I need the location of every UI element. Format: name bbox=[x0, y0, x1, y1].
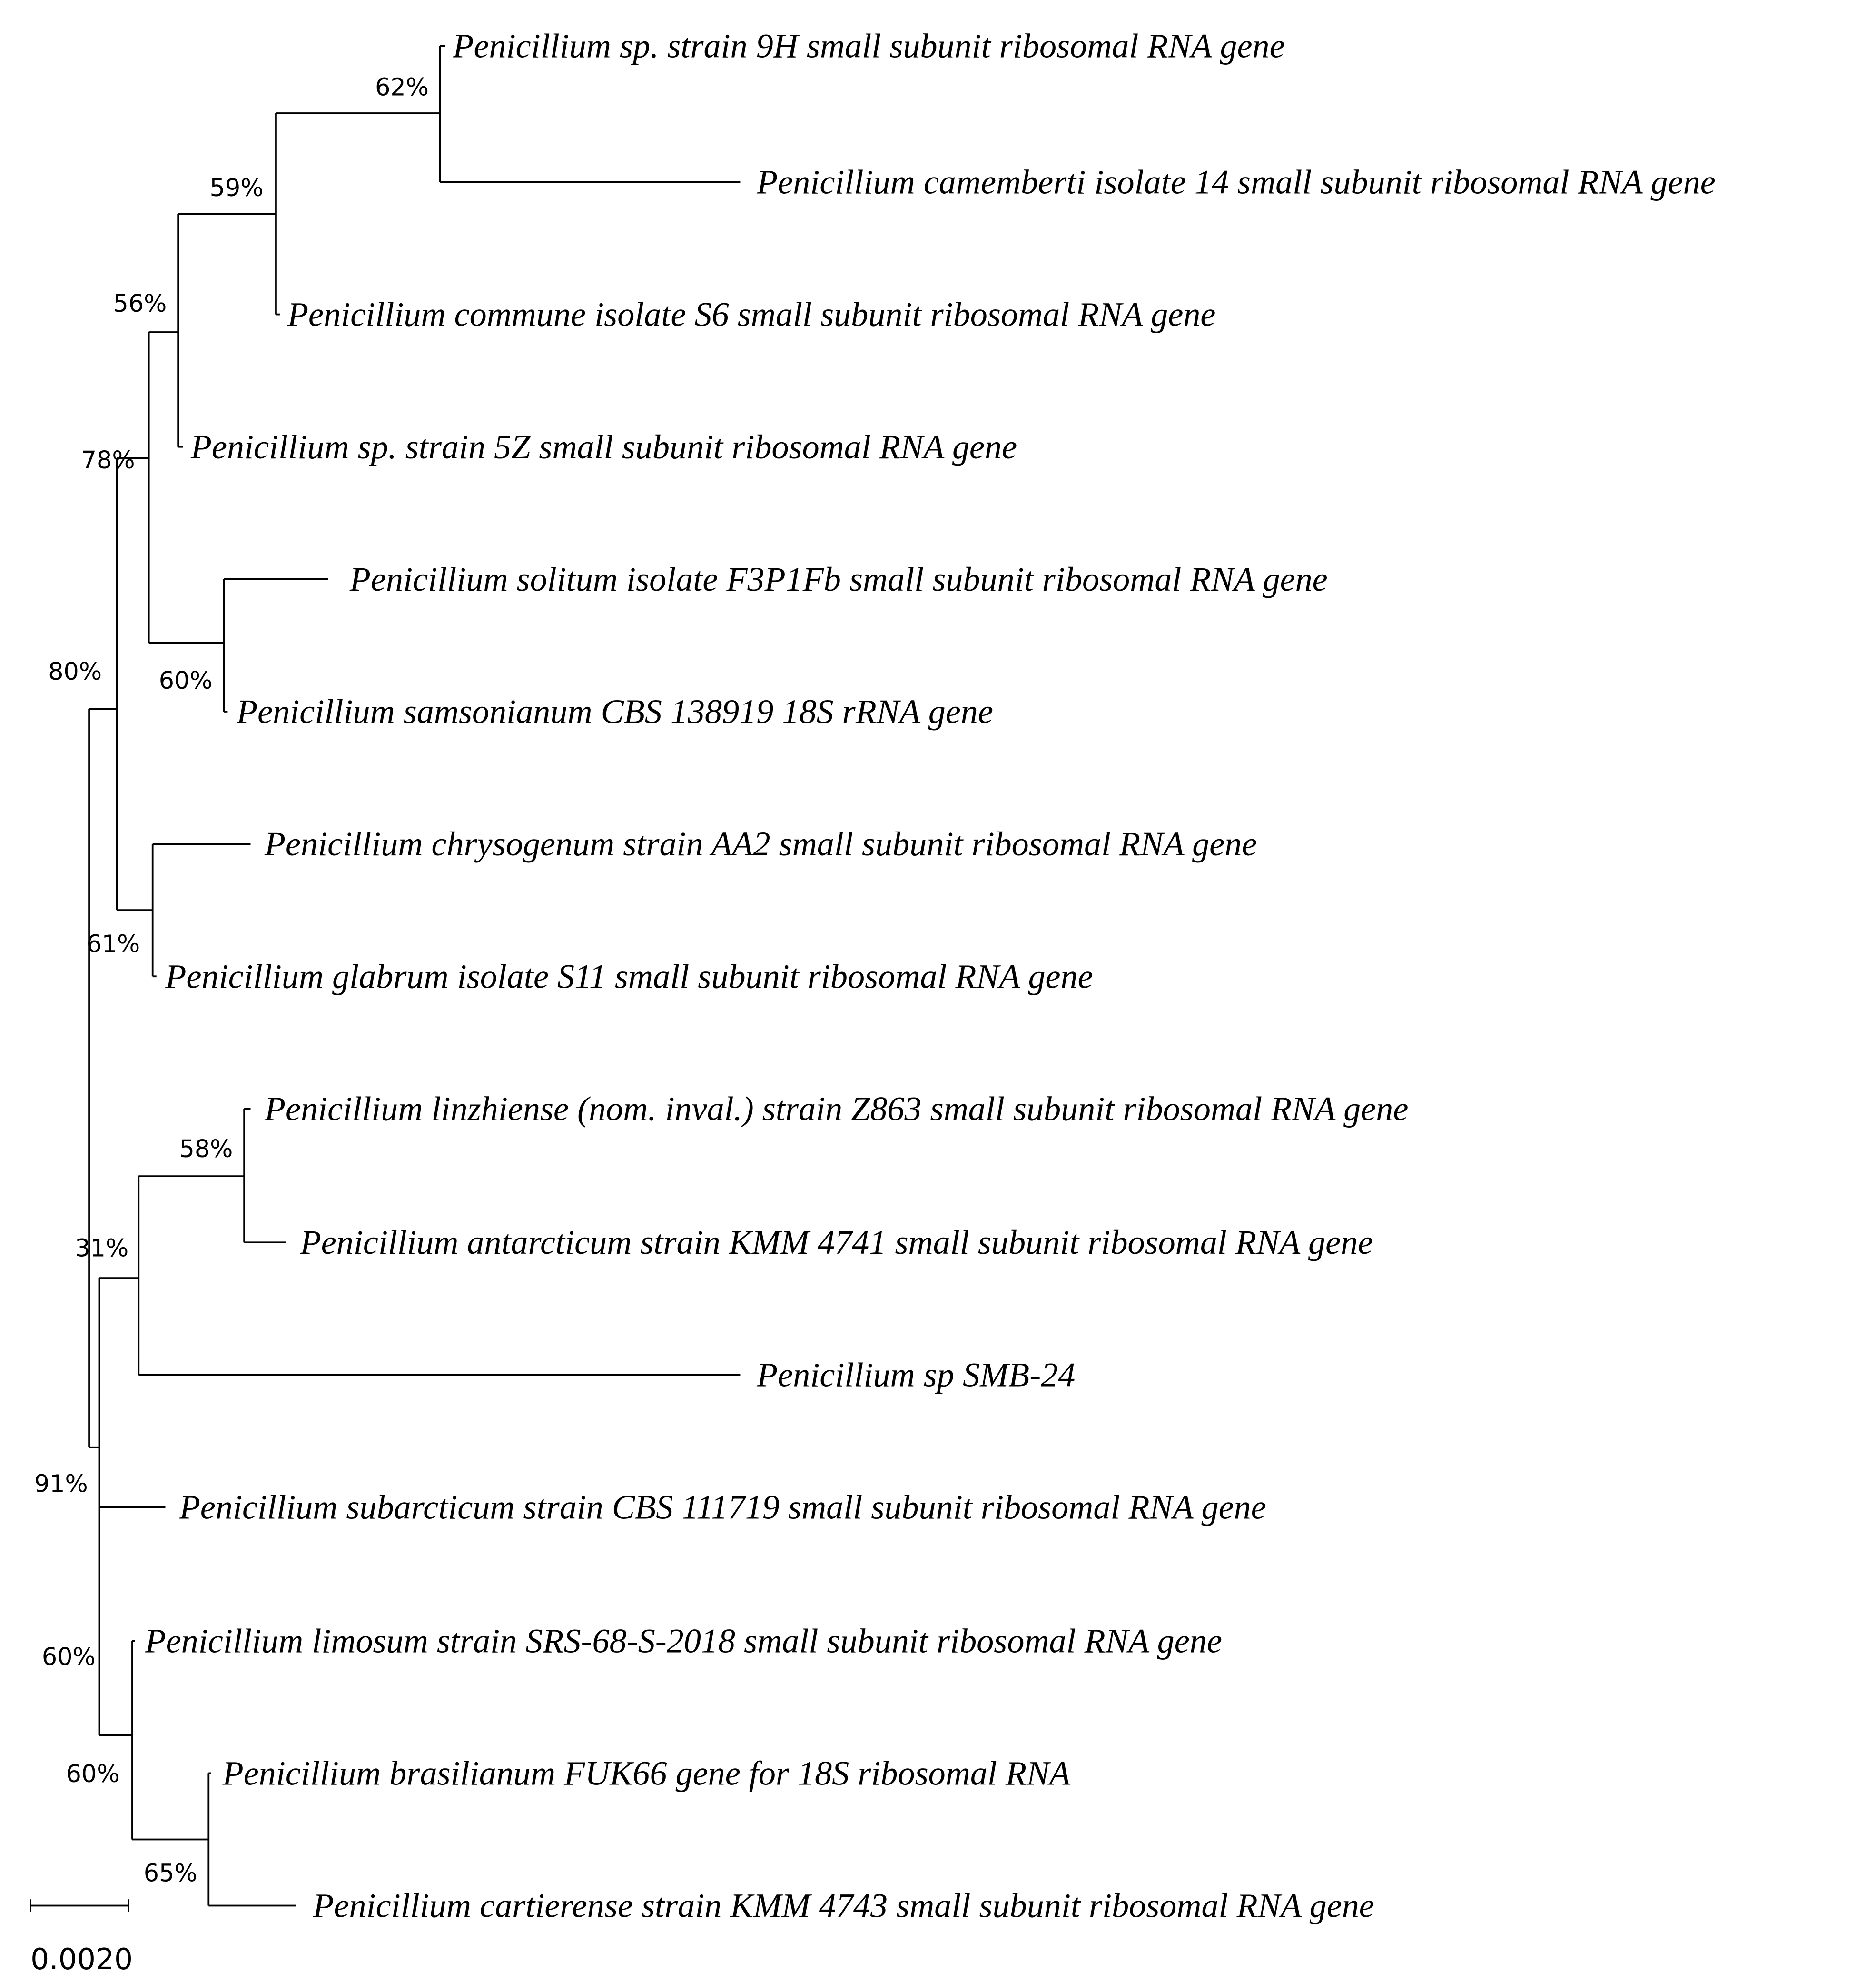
bootstrap-value: 31% bbox=[75, 1234, 129, 1262]
taxon-label: Penicillium sp. strain 5Z small subunit ribosomal RNA gene bbox=[190, 427, 1017, 466]
taxon-label: Penicillium antarcticum strain KMM 4741 small subunit ribosomal RNA gene bbox=[300, 1223, 1373, 1262]
taxon-label: Penicillium subarcticum strain CBS 111719 small subunit ribosomal RNA gene bbox=[179, 1488, 1266, 1526]
taxon-label: Penicillium linzhiense (nom. inval.) strain Z863 small subunit ribosomal RNA gene bbox=[264, 1090, 1409, 1128]
bootstrap-value: 65% bbox=[143, 1859, 197, 1887]
bootstrap-value: 78% bbox=[81, 446, 135, 475]
bootstrap-value: 60% bbox=[41, 1643, 96, 1671]
bootstrap-value: 61% bbox=[86, 930, 140, 958]
bootstrap-value: 59% bbox=[209, 173, 264, 202]
taxon-label: Penicillium sp SMB-24 bbox=[757, 1356, 1076, 1394]
leaf-labels bbox=[145, 27, 1716, 1924]
taxon-label: Penicillium sp. strain 9H small subunit ribosomal RNA gene bbox=[453, 27, 1285, 65]
taxon-label: Penicillium brasilianum FUK66 gene for 18S ribosomal RNA bbox=[222, 1754, 1071, 1793]
taxon-label: Penicillium chrysogenum strain AA2 small subunit ribosomal RNA gene bbox=[264, 825, 1257, 863]
bootstrap-value: 60% bbox=[158, 666, 213, 694]
taxon-label: Penicillium solitum isolate F3P1Fb small subunit ribosomal RNA gene bbox=[349, 560, 1328, 598]
bootstrap-value: 80% bbox=[48, 657, 102, 686]
taxon-label: Penicillium samsonianum CBS 138919 18S rRNA gene bbox=[237, 693, 993, 731]
bootstrap-value: 58% bbox=[179, 1134, 233, 1163]
bootstrap-value: 60% bbox=[66, 1760, 120, 1788]
taxon-label: Penicillium cartierense strain KMM 4743 small subunit ribosomal RNA gene bbox=[313, 1886, 1374, 1925]
bootstrap-value: 56% bbox=[113, 289, 167, 318]
taxon-label: Penicillium glabrum isolate S11 small subunit ribosomal RNA gene bbox=[165, 957, 1093, 996]
taxon-label: Penicillium limosum strain SRS-68-S-2018 small subunit ribosomal RNA gene bbox=[145, 1622, 1222, 1660]
bootstrap-value: 91% bbox=[34, 1469, 88, 1498]
taxon-label: Penicillium commune isolate S6 small subunit ribosomal RNA gene bbox=[287, 295, 1216, 334]
taxon-label: Penicillium camemberti isolate 14 small subunit ribosomal RNA gene bbox=[757, 163, 1716, 201]
bootstrap-value: 62% bbox=[375, 73, 429, 101]
scale-bar-value: 0.0020 bbox=[30, 1942, 133, 1977]
scale-bar bbox=[30, 1899, 133, 1976]
